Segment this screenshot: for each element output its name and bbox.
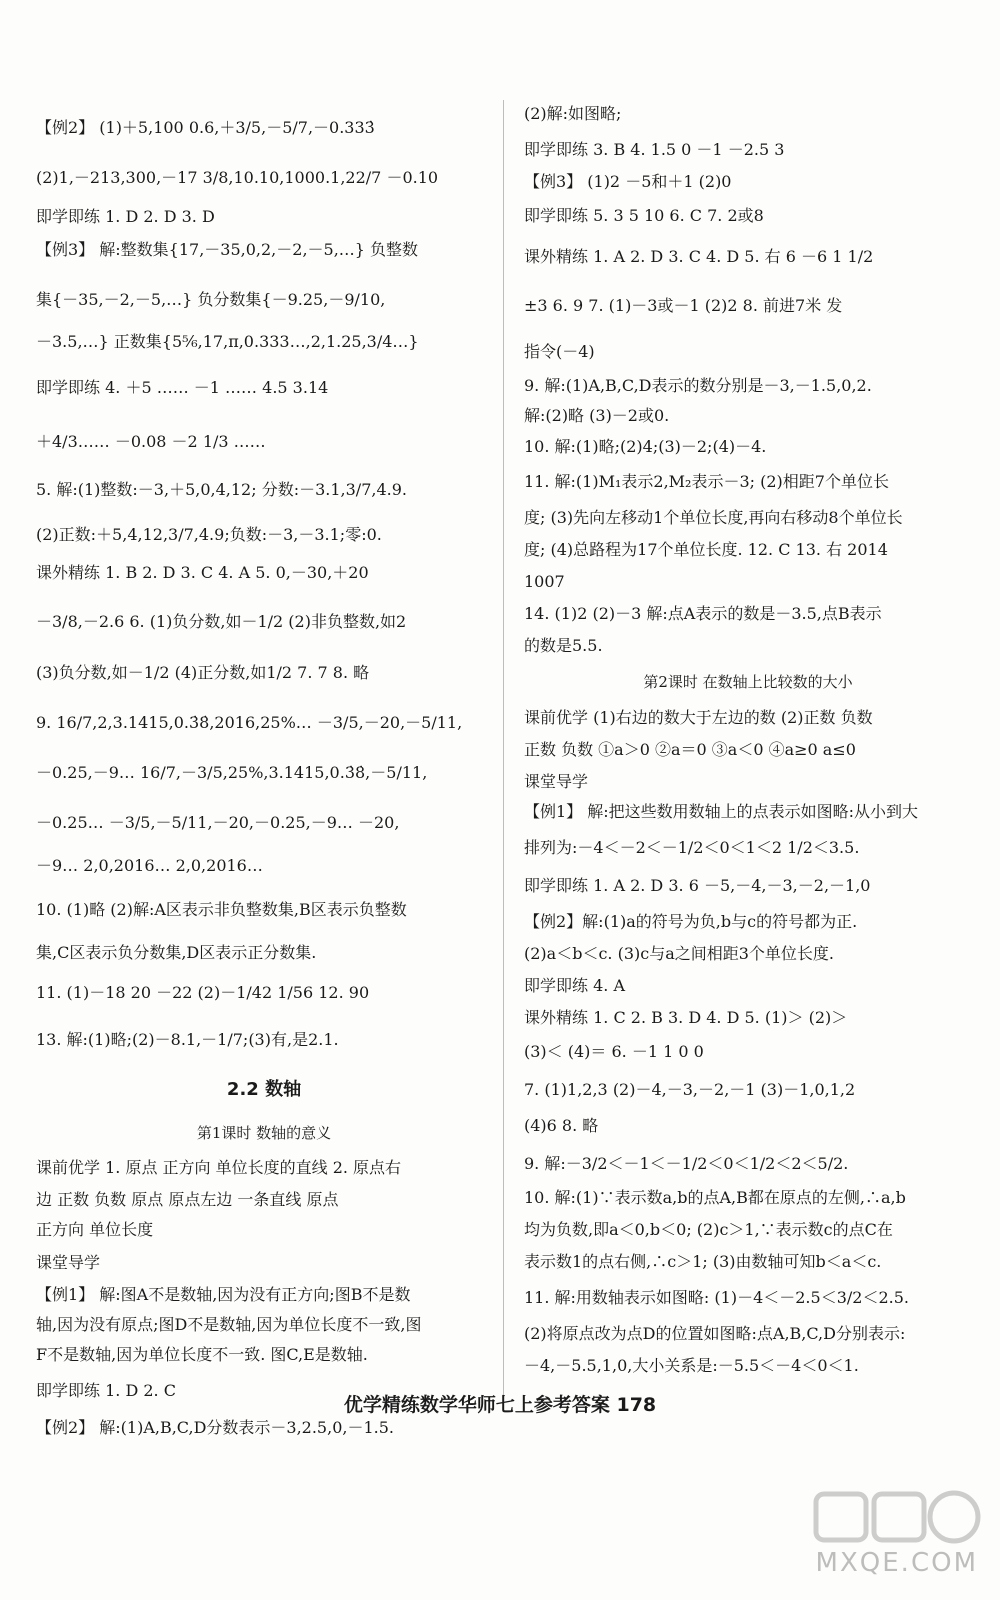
left-line: 课外精练 1. B 2. D 3. C 4. A 5. 0,－30,＋20 [36,563,369,582]
right-line: (2)a＜b＜c. (3)c与a之间相距3个单位长度. [524,944,835,963]
right-line: 即学即练 5. 3 5 10 6. C 7. 2或8 [524,206,764,225]
right-line: 14. (1)2 (2)－3 解:点A表示的数是－3.5,点B表示 [524,604,882,623]
right-line: 即学即练 3. B 4. 1.5 0 －1 －2.5 3 [524,140,785,159]
left-line: (2)正数:＋5,4,12,3/7,4.9;负数:－3,－3.1;零:0. [36,525,382,544]
right-line: 度; (3)先向左移动1个单位长度,再向右移动8个单位长 [524,508,903,527]
left-line: 【例3】 解:整数集{17,－35,0,2,－2,－5,…} 负整数 [36,240,419,259]
left-line: 即学即练 4. ＋5 …… －1 …… 4.5 3.14 [36,378,329,397]
left-line: 轴,因为没有原点;图D不是数轴,因为单位长度不一致,图 [36,1315,422,1334]
right-line: (4)6 8. 略 [524,1116,599,1135]
right-line: 11. 解:(1)M₁表示2,M₂表示－3; (2)相距7个单位长 [524,472,889,491]
left-line: 第1课时 数轴的意义 [196,1124,332,1142]
right-line: 7. (1)1,2,3 (2)－4,－3,－2,－1 (3)－1,0,1,2 [524,1080,856,1099]
left-line: －0.25,－9… 16/7,－3/5,25%,3.1415,0.3̇8̇,－5/11, [36,763,428,782]
right-line: 即学即练 1. A 2. D 3. 6 －5,－4,－3,－2,－1,0 [524,876,871,895]
right-line: 均为负数,即a＜0,b＜0; (2)c＞1,∵表示数c的点C在 [524,1220,893,1239]
column-divider [503,100,504,1400]
left-line: 边 正数 负数 原点 原点左边 一条直线 原点 [36,1190,339,1209]
right-line: 9. 解:－3/2＜－1＜－1/2＜0＜1/2＜2＜5/2. [524,1154,849,1173]
left-line: 【例2】 (1)＋5,100 0.6,＋3/5,－5/7,－0.333̇ [36,118,375,137]
left-line: 2.2 数轴 [226,1079,302,1100]
right-line: 11. 解:用数轴表示如图略: (1)－4＜－2.5＜3/2＜2.5. [524,1288,909,1307]
page-footer: 优学精练数学华师七上参考答案 178 [343,1394,657,1416]
left-line: 课前优学 1. 原点 正方向 单位长度的直线 2. 原点右 [36,1158,402,1177]
left-line: －3/8,－2.6 6. (1)负分数,如－1/2 (2)非负整数,如2 [36,612,407,631]
watermark-text: MXQE.COM [815,1548,978,1578]
left-line: 9. 16/7,2,3.1415,0.3̇8̇,2016,25%… －3/5,－20,－5/11, [36,713,463,732]
right-line: 9. 解:(1)A,B,C,D表示的数分别是－3,－1.5,0,2. [524,376,872,395]
left-line: 集{－35,－2,－5,…} 负分数集{－9.25,－9/10, [36,290,386,309]
right-line: 的数是5.5. [524,636,603,655]
left-line: (2)1,－213,300,－17 3/8,10.10,1000.1,22/7 －0.10 [36,168,439,187]
right-line: 排列为:－4＜－2＜－1/2＜0＜1＜2 1/2＜3.5. [524,838,860,857]
left-line: 5. 解:(1)整数:－3,＋5,0,4,12; 分数:－3.1,3/7,4.9. [36,480,407,499]
right-line: －4,－5.5,1,0,大小关系是:－5.5＜－4＜0＜1. [524,1356,859,1375]
right-line: ±3 6. 9 7. (1)－3或－1 (2)2 8. 前进7米 发 [524,296,843,315]
left-line: 正方向 单位长度 [36,1220,154,1239]
right-line: 第2课时 在数轴上比较数的大小 [643,673,853,691]
right-line: 解:(2)略 (3)－2或0. [524,406,670,425]
left-line: 10. (1)略 (2)解:A区表示非负整数集,B区表示负整数 [36,900,407,919]
left-line: F不是数轴,因为单位长度不一致. 图C,E是数轴. [36,1345,368,1364]
left-line: 即学即练 1. D 2. C [36,1381,176,1400]
right-line: 正数 负数 ①a＞0 ②a＝0 ③a＜0 ④a≥0 a≤0 [524,740,856,759]
right-line: 度; (4)总路程为17个单位长度. 12. C 13. 右 2014 [524,540,888,559]
right-line: 课外精练 1. A 2. D 3. C 4. D 5. 右 6 －6 1 1/2 [524,247,874,266]
right-line: 10. 解:(1)略;(2)4;(3)－2;(4)－4. [524,437,767,456]
left-line: 11. (1)－18 20 －22 (2)－1/42 1/56 12. 90 [36,983,370,1002]
left-line: －3.5,…} 正数集{5⅚,17,π,0.333…,2,1.25,3/4…} [36,332,419,351]
right-line: 表示数1的点右侧,∴c＞1; (3)由数轴可知b＜a＜c. [524,1252,882,1271]
left-line: －9… 2,0,2016… 2,0,2016… [36,856,263,875]
left-line: (3)负分数,如－1/2 (4)正分数,如1/2 7. 7 8. 略 [36,663,370,682]
right-line: (2)解:如图略; [524,104,622,123]
right-line: 指令(－4) [524,342,595,361]
left-line: －0.25… －3/5,－5/11,－20,－0.25,－9… －20, [36,813,400,832]
right-line: 【例2】解:(1)a的符号为负,b与c的符号都为正. [524,912,858,931]
left-line: 课堂导学 [36,1253,101,1272]
right-line: 1007 [524,572,565,591]
left-line: 【例2】 解:(1)A,B,C,D分数表示－3,2.5,0,－1.5. [36,1418,394,1437]
left-line: 集,C区表示负分数集,D区表示正分数集. [36,943,317,962]
left-line: 即学即练 1. D 2. D 3. D [36,207,215,226]
left-line: 13. 解:(1)略;(2)－8.1,－1/7;(3)有,是2.1. [36,1030,339,1049]
right-line: 课前优学 (1)右边的数大于左边的数 (2)正数 负数 [524,708,873,727]
right-line: 即学即练 4. A [524,976,625,995]
left-line: ＋4/3…… －0.08 －2 1/3 …… [36,432,266,451]
right-line: 课堂导学 [524,772,589,791]
right-line: 【例1】 解:把这些数用数轴上的点表示如图略:从小到大 [524,802,919,821]
right-line: 课外精练 1. C 2. B 3. D 4. D 5. (1)＞ (2)＞ [524,1008,848,1027]
right-line: (3)＜ (4)＝ 6. －1 1 0 0 [524,1042,704,1061]
right-line: 【例3】 (1)2 －5和＋1 (2)0 [524,172,732,191]
right-line: 10. 解:(1)∵表示数a,b的点A,B都在原点的左侧,∴a,b [524,1188,906,1207]
right-line: (2)将原点改为点D的位置如图略:点A,B,C,D分别表示: [524,1324,906,1343]
left-line: 【例1】 解:图A不是数轴,因为没有正方向;图B不是数 [36,1285,411,1304]
